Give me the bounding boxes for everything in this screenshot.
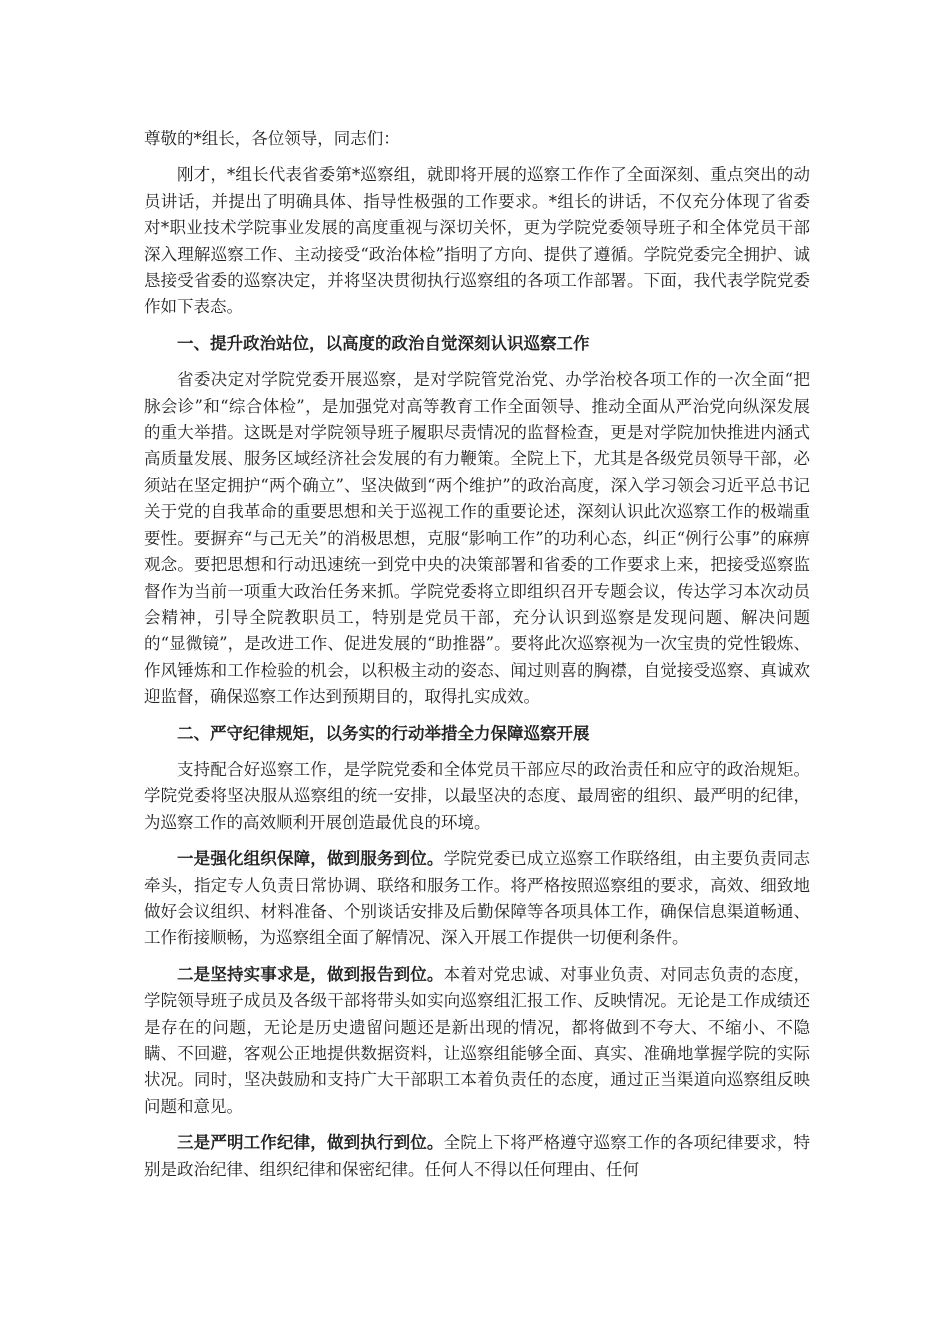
item-2-lead: 二是坚持实事求是，做到报告到位。 <box>177 964 444 984</box>
section-1-heading: 一、提升政治站位，以高度的政治自觉深刻认识巡察工作 <box>177 333 590 353</box>
section-1-paragraph: 省委决定对学院党委开展巡察，是对学院管党治党、办学治校各项工作的一次全面“把脉会诊”和“综合体检”，是加强党对高等教育工作全面领导、推动全面从严治党向纵深发展的重大举措。这既是对学院领导班子履职尽责情况的监督检查，更是对学院加快推进内涵式高质量发展、服务区域经济社会发展的有力鞭策。全院上下，尤其是各级党员领导干部，必须站在坚定拥护“两个确立”、坚决做到“两个维护”的政治高度，深入学习领会习近平总书记关于党的自我革命的重要思想和关于巡视工作的重要论述，深刻认识此次巡察工作的极端重要性。要摒弃“与己无关”的消极思想，克服“影响工作”的功利心态，纠正“例行公事”的麻痹观念。要把思想和行动迅速统一到党中央的决策部署和省委的工作要求上来，把接受巡察监督作为当前一项重大政治任务来抓。学院党委将立即组织召开专题会议，传达学习本次动员会精神，引导全院教职员工，特别是党员干部，充分认识到巡察是发现问题、解决问题的“显微镜”，是改进工作、促进发展的“助推器”。要将此次巡察视为一次宝贵的党性锻炼、作风锤炼和工作检验的机会，以积极主动的姿态、闻过则喜的胸襟，自觉接受巡察、真诚欢迎监督，确保巡察工作达到预期目的，取得扎实成效。 <box>144 370 810 707</box>
item-3-lead: 三是严明工作纪律，做到执行到位。 <box>177 1133 444 1153</box>
item-1-lead: 一是强化组织保障，做到服务到位。 <box>177 849 444 869</box>
section-2-heading: 二、严守纪律规矩，以务实的行动举措全力保障巡察开展 <box>177 723 590 743</box>
intro-paragraph: 刚才，*组长代表省委第*巡察组，就即将开展的巡察工作作了全面深刻、重点突出的动员讲话，并提出了明确具体、指导性极强的工作要求。*组长的讲话，不仅充分体现了省委对*职业技术学院事业发展的高度重视与深切关怀，更为学院党委领导班子和全体党员干部深入理解巡察工作、主动接受“政治体检”指明了方向、提供了遵循。学院党委完全拥护、诚恳接受省委的巡察决定，并将坚决贯彻执行巡察组的各项工作部署。下面，我代表学院党委作如下表态。 <box>144 165 810 317</box>
item-2-text: 本着对党忠诚、对事业负责、对同志负责的态度，学院领导班子成员及各级干部将带头如实向巡察组汇报工作、反映情况。无论是工作成绩还是存在的问题，无论是历史遗留问题还是新出现的情况，都将做到不夸大、不缩小、不隐瞒、不回避，客观公正地提供数据资料，让巡察组能够全面、真实、准确地掌握学院的实际状况。同时，坚决鼓励和支持广大干部职工本着负责任的态度，通过正当渠道向巡察组反映问题和意见。 <box>144 964 811 1116</box>
item-1-text: 学院党委已成立巡察工作联络组，由主要负责同志牵头，指定专人负责日常协调、联络和服务工作。将严格按照巡察组的要求，高效、细致地做好会议组织、材料准备、个别谈话安排及后勤保障等各项具体工作，确保信息渠道畅通、工作衔接顺畅，为巡察组全面了解情况、深入开展工作提供一切便利条件。 <box>144 849 811 948</box>
section-2-item-3 <box>144 1130 810 1183</box>
section-2-item-2 <box>144 962 810 1120</box>
salutation: 尊敬的*组长，各位领导，同志们： <box>144 129 400 148</box>
item-3-text: 全院上下将严格遵守巡察工作的各项纪律要求，特别是政治纪律、组织纪律和保密纪律。任何人不得以任何理由、任何 <box>144 1133 811 1179</box>
section-2-paragraph: 支持配合好巡察工作，是学院党委和全体党员干部应尽的政治责任和应守的政治规矩。学院党委将坚决服从巡察组的统一安排，以最坚决的态度、最周密的组织、最严明的纪律，为巡察工作的高效顺利开展创造最优良的环境。 <box>144 759 810 832</box>
section-2-item-1 <box>144 846 810 952</box>
